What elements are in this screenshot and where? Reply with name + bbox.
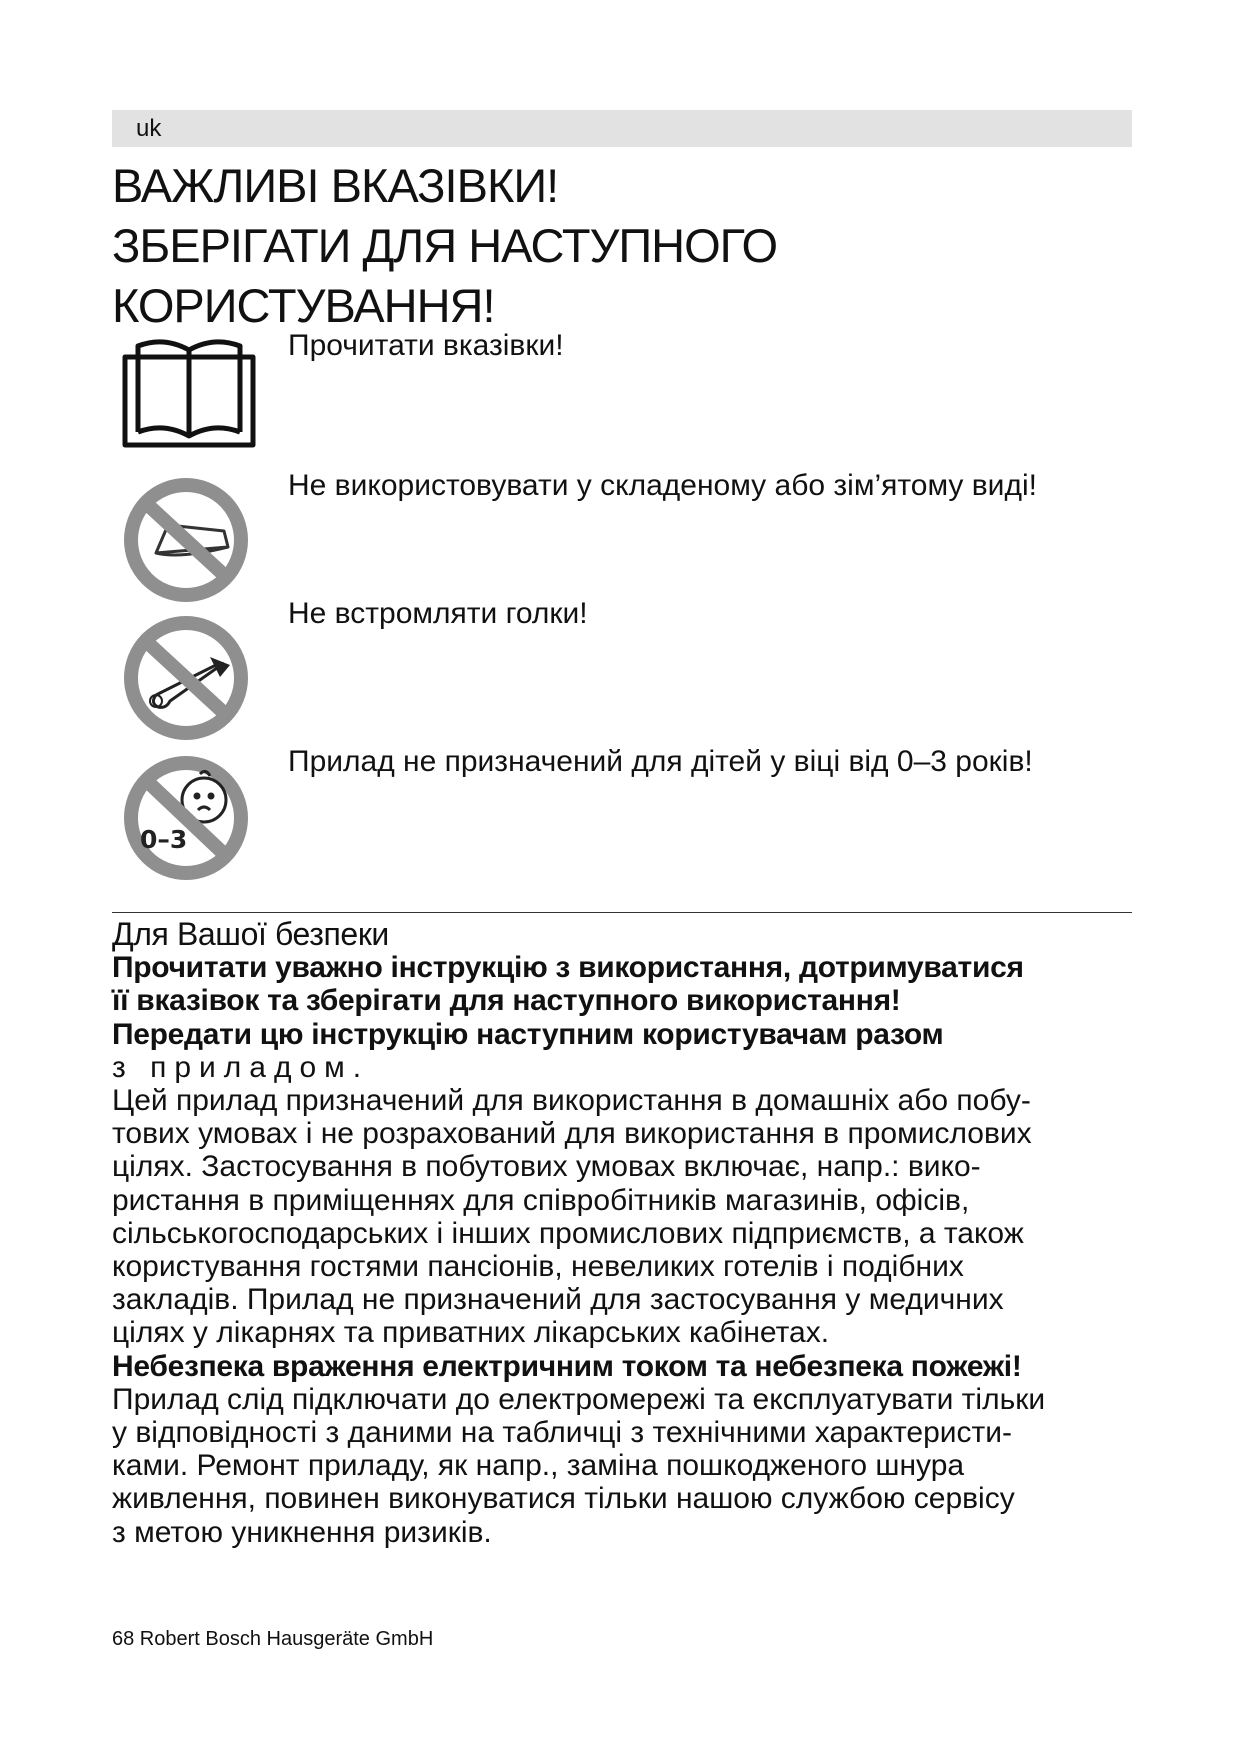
section-divider (112, 912, 1132, 913)
usage-paragraph-line: користування гостями пансіонів, невеликих готелів і подібних (112, 1250, 964, 1284)
usage-paragraph-line: цілях. Застосування в побутових умовах включає, напр.: вико- (112, 1150, 981, 1184)
not-for-children-0-3-icon (120, 752, 252, 884)
usage-paragraph-line: цілях у лікарнях та приватних лікарських кабінетах. (112, 1316, 830, 1350)
section-title: Для Вашої безпеки (112, 916, 389, 952)
bold-instruction-line-4: з приладом. (112, 1050, 370, 1084)
symbol-text-children: Прилад не призначений для дітей у віці від 0–3 років! (288, 745, 1033, 778)
title-line-1: ВАЖЛИВІ ВКАЗІВКИ! (112, 159, 559, 212)
electric-paragraph-line: з метою уникнення ризиків. (112, 1515, 492, 1549)
usage-paragraph-line: закладів. Прилад не призначений для застосування у медичних (112, 1283, 1004, 1317)
usage-paragraph-line: ристання в приміщеннях для співробітників магазинів, офісів, (112, 1183, 970, 1217)
usage-paragraph-line: тових умовах і не розрахований для використання в промислових (112, 1117, 1032, 1151)
electric-paragraph-line: ками. Ремонт приладу, як напр., заміна пошкодженого шнура (112, 1449, 965, 1483)
usage-paragraph-line: сільськогосподарських і інших промислових підприємств, а також (112, 1216, 1024, 1250)
symbol-text-read: Прочитати вказівки! (288, 329, 564, 362)
electric-paragraph-line: живлення, повинен виконуватися тільки нашою службою сервісу (112, 1482, 1015, 1516)
symbol-text-no-folding: Не використовувати у складеному або зім’ятому виді! (288, 469, 1037, 502)
read-instructions-book-icon (120, 332, 260, 450)
electric-warning: Небезпека враження електричним током та небезпека пожежі! (112, 1349, 1022, 1383)
bold-instruction-line-2: її вказівок та зберігати для наступного використання! (112, 984, 901, 1018)
page-footer: 68 Robert Bosch Hausgeräte GmbH (112, 1628, 434, 1650)
no-pins-icon (120, 613, 252, 743)
page-title (112, 156, 1152, 336)
bold-instruction-line-3: Передати цю інструкцію наступним користувачам разом (112, 1017, 944, 1051)
language-code: uk (136, 115, 162, 142)
usage-paragraph-line: Цей прилад призначений для використання в домашніх або побу- (112, 1084, 1031, 1118)
title-line-3: КОРИСТУВАННЯ! (112, 279, 495, 332)
safety-section (112, 918, 1152, 1549)
electric-paragraph-line: у відповідності з даними на табличці з технічними характеристи- (112, 1416, 1012, 1450)
bold-instruction-line-1: Прочитати уважно інструкцію з використання, дотримуватися (112, 951, 1024, 985)
title-line-2: ЗБЕРІГАТИ ДЛЯ НАСТУПНОГО (112, 219, 778, 272)
language-bar (112, 110, 1132, 147)
electric-paragraph-line: Прилад слід підключати до електромережі та експлуатувати тільки (112, 1382, 1046, 1416)
no-folding-icon (120, 475, 252, 605)
symbol-text-no-pins: Не встромляти голки! (288, 597, 588, 630)
age-label: 0–3 (140, 825, 188, 854)
